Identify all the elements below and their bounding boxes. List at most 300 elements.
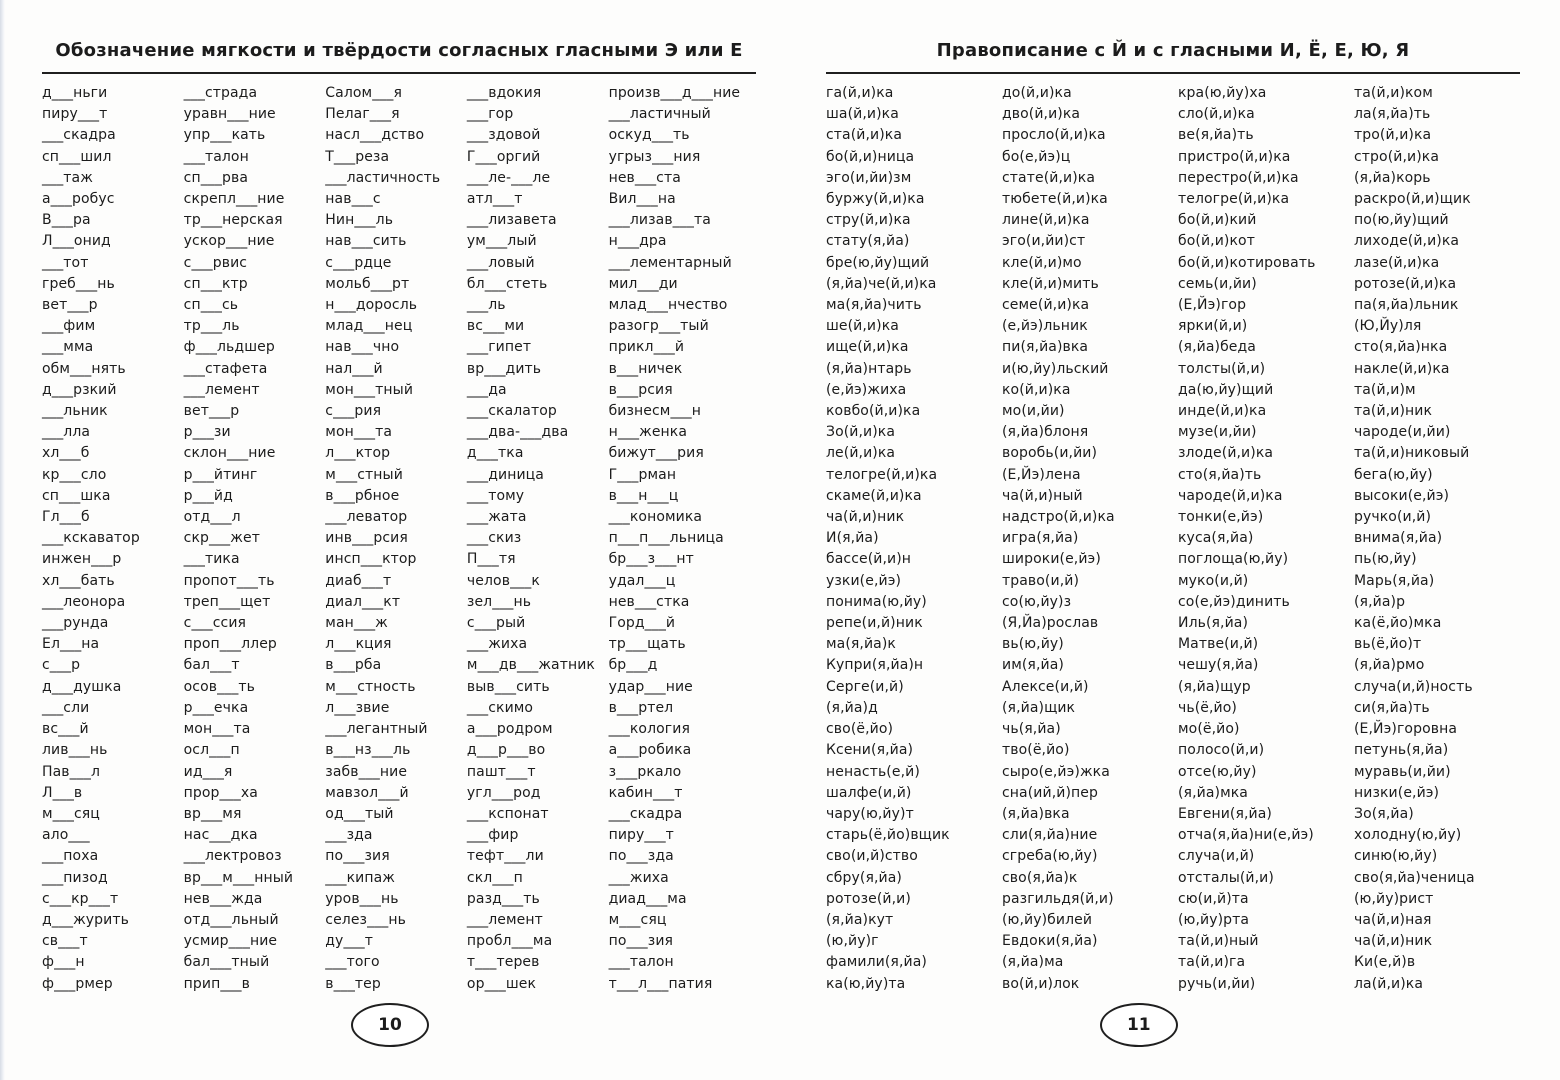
word-entry: и(ю,йу)льский [1002,360,1109,377]
word-entry: бр___з___нт [608,551,694,568]
word-entry: па(я,йа)льник [1354,297,1459,314]
word-entry: в___нз___ль [325,742,411,759]
word-entry: ало___ [42,827,90,844]
word-entry: накле(й,и)ка [1354,360,1450,377]
word-entry: со(е,йэ)динить [1178,593,1290,610]
word-entry: тр___щать [608,636,686,653]
word-entry: ___тому [466,487,525,504]
word-entry: инде(й,и)ка [1178,403,1267,420]
word-entry: ___жиха [466,636,528,653]
word-entry: вет___р [183,403,240,420]
word-entry: Салом___я [325,85,403,101]
word-entry: муравь(и,йи) [1354,763,1451,780]
word-entry: сво(я,йа)ченица [1354,869,1475,886]
word-entry: бега(ю,йу) [1354,466,1433,483]
word-entry: а___родром [466,721,553,738]
word-entry: полосо(й,и) [1178,742,1265,759]
word-entry: ___леватор [325,509,408,526]
word-entry: м___стность [325,678,416,695]
word-entry: ярки(й,и) [1178,318,1248,335]
word-entry: Серге(и,й) [826,678,904,695]
word-entry: ___рунда [42,615,109,632]
word-entry: тефт___ли [466,848,544,865]
word-entry: понима(ю,йу) [826,593,927,610]
word-entry: бал___тный [183,954,270,971]
word-columns [826,83,1520,995]
word-entry: н___дра [608,233,667,250]
word-entry: а___робус [42,191,115,208]
word-entry: просло(й,и)ка [1002,127,1106,144]
word-entry: в___рбное [325,487,400,504]
word-entry: сгреба(ю,йу) [1002,848,1098,865]
word-entry: разгильдя(й,и) [1002,890,1114,907]
word-entry: м___дв___жатник [466,657,595,674]
word-entry: ___скадра [42,127,116,144]
word-entry: ___диница [466,466,544,483]
word-entry: семе(й,и)ка [1002,297,1090,314]
word-column [184,83,316,995]
word-entry: траво(и,й) [1002,572,1080,589]
word-entry: (е,йэ)льник [1002,318,1088,335]
word-entry: (я,йа)кут [826,911,894,928]
word-entry: лине(й,и)ка [1002,212,1090,229]
word-entry: диаб___т [325,572,392,589]
word-entry: т___терев [466,954,540,971]
word-entry: ___стафета [183,360,268,377]
word-entry: ___леонора [42,593,126,610]
word-entry: бассе(й,и)н [826,551,912,568]
word-entry: (Ю,Йу)ля [1354,318,1422,335]
word-entry: диал___кт [325,593,401,610]
word-entry: ковбо(й,и)ка [826,403,921,420]
word-entry: ___того [325,954,380,971]
page-right [780,0,1560,1080]
word-entry: нав___с [325,191,381,208]
word-entry: ___кскаватор [42,530,140,547]
word-entry: в___рсия [608,381,673,398]
word-entry: атл___т [466,191,523,208]
word-entry: Ксени(я,йа) [826,742,914,759]
word-entry: удар___ние [608,678,693,695]
word-entry: д___журить [42,911,129,928]
word-entry: раскро(й,и)щик [1354,191,1471,208]
word-entry: ___лементарный [608,254,732,271]
word-entry: пи(я,йа)вка [1002,339,1089,356]
word-entry: со(ю,йу)з [1002,593,1072,610]
word-entry: вр___м___нный [183,869,294,886]
word-entry: (Е,Йэ)гор [1178,297,1247,314]
word-entry: забв___ние [325,763,408,780]
word-entry: ___гипет [466,339,532,356]
word-entry: уров___нь [325,890,399,907]
word-entry: бизнесм___н [608,403,702,420]
word-entry: вет___р [42,297,98,314]
word-entry: сли(я,йа)ние [1002,827,1098,844]
word-entry: (Е,Йэ)горовна [1354,721,1458,738]
word-entry: в___н___ц [608,487,679,504]
word-entry: га(й,и)ка [826,85,894,101]
word-entry: Горд___й [608,615,676,632]
word-entry: с___рый [466,615,526,632]
word-entry: вс___й [42,721,89,738]
word-entry: ка(ё,йо)мка [1354,615,1442,632]
word-entry: ___лемент [183,381,260,398]
word-entry: узки(е,йэ) [826,572,902,589]
word-entry: прор___ха [183,784,258,801]
word-entry: по___зия [608,933,674,950]
word-entry: (я,йа)вка [1002,805,1070,822]
word-entry: вр___дить [466,360,542,377]
word-entry: проп___ллер [183,636,277,653]
word-entry: нев___стка [608,593,690,610]
word-entry: ___скалатор [466,403,557,420]
word-entry: (я,йа)д [826,699,878,716]
word-column [42,83,174,995]
word-entry: (ю,йу)рта [1178,911,1250,928]
word-entry: чару(ю,йу)т [826,805,914,822]
word-entry: синю(ю,йу) [1354,848,1438,865]
word-entry: ___ль [466,297,506,314]
word-column [467,83,599,995]
word-entry: мон___тный [325,381,414,398]
word-entry: (ю,йу)билей [1002,911,1093,928]
word-entry: ко(й,и)ка [1002,381,1071,398]
word-entry: л___кция [325,636,392,653]
word-entry: Гл___б [42,509,90,526]
word-column [826,83,992,995]
word-entry: ___скадра [608,805,683,822]
word-entry: бо(е,йэ)ц [1002,148,1071,165]
word-entry: ___мма [42,339,94,356]
word-entry: (Е,Йэ)лена [1002,466,1081,483]
word-entry: та(й,и)ный [1178,933,1259,950]
word-entry: (я,йа)рмо [1354,657,1425,674]
word-entry: бижут___рия [608,445,704,462]
word-entry: пиру___т [42,106,108,123]
word-entry: ка(ю,йу)та [826,975,906,992]
word-entry: ручь(и,йи) [1178,975,1256,992]
word-entry: ускор___ние [183,233,275,250]
word-entry: п___п___льница [608,530,724,547]
word-entry: дво(й,и)ка [1002,106,1081,123]
word-entry: бо(й,и)кий [1178,212,1257,229]
word-entry: ___жата [466,509,527,526]
word-entry: Л___онид [42,233,111,250]
word-entry: бо(й,и)кот [1178,233,1255,250]
word-entry: ___лемент [466,911,543,928]
word-entry: поглоща(ю,йу) [1178,551,1289,568]
word-entry: стру(й,и)ка [826,212,911,229]
word-entry: отча(я,йа)ни(е,йэ) [1178,827,1314,844]
word-entry: куса(я,йа) [1178,530,1254,547]
page-number-badge [1100,1003,1178,1047]
word-entry: с___рия [325,403,382,420]
word-entry: ле(й,и)ка [826,445,896,462]
word-entry: ненасть(е,й) [826,763,920,780]
word-entry: т___л___патия [608,975,713,992]
word-entry: (я,йа)беда [1178,339,1256,356]
word-column [1002,83,1168,995]
word-entry: случа(и,й) [1178,848,1255,865]
word-entry: м___сяц [42,805,100,822]
word-entry: л___звие [325,699,390,716]
word-entry: селез___нь [325,911,407,928]
word-entry: стате(й,и)ка [1002,169,1096,186]
word-entry: тр___ль [183,318,240,335]
word-entry: нал___й [325,360,383,377]
word-entry: бо(й,и)котировать [1178,254,1316,271]
word-entry: сто(я,йа)ть [1178,466,1262,483]
word-entry: ум___лый [466,233,537,250]
word-entry: кра(ю,йу)ха [1178,85,1267,101]
word-entry: хл___б [42,445,90,462]
word-entry: ма(я,йа)чить [826,297,922,314]
word-entry: ор___шек [466,975,537,992]
word-entry: вр___мя [183,805,242,822]
word-entry: отд___л [183,509,241,526]
word-entry: ду___т [325,933,374,950]
word-entry: (ю,йу)рист [1354,890,1434,907]
word-entry: чароде(и,йи) [1354,424,1451,441]
word-entry: греб___нь [42,275,115,292]
word-entry: ___талон [608,954,674,971]
word-entry: д___р___во [466,742,546,759]
word-entry: чароде(й,и)ка [1178,487,1283,504]
word-entry: телогре(й,и)ка [826,466,938,483]
word-entry: ид___я [183,763,233,780]
word-entry: буржу(й,и)ка [826,191,925,208]
word-entry: д___ньги [42,85,108,101]
word-entry: чешу(я,йа) [1178,657,1259,674]
word-entry: пропот___ть [183,572,275,589]
word-entry: Т___реза [325,148,390,165]
word-entry: си(я,йа)ть [1354,699,1430,716]
word-entry: ___кспонат [466,805,549,822]
word-entry: ___вдокия [466,85,542,101]
word-entry: случа(и,й)ность [1354,678,1473,695]
word-entry: з___ркало [608,763,682,780]
word-entry: д___душка [42,678,122,695]
word-entry: н___доросль [325,297,418,314]
word-entry: П___тя [466,551,516,568]
word-entry: сво(ё,йо) [826,721,894,738]
word-entry: фамили(я,йа) [826,954,927,971]
word-entry: ста(й,и)ка [826,127,903,144]
word-entry: пь(ю,йу) [1354,551,1417,568]
word-entry: ве(я,йа)ть [1178,127,1254,144]
word-entry: Пелаг___я [325,106,400,123]
word-entry: широки(е,йэ) [1002,551,1101,568]
word-entry: по___зда [608,848,674,865]
word-entry: во(й,и)лок [1002,975,1080,992]
word-entry: скрепл___ние [183,191,285,208]
word-entry: ___ле-___ле [466,169,551,186]
word-entry: ротозе(й,и) [826,890,911,907]
word-entry: сп___ктр [183,275,248,292]
word-entry: тво(ё,йо) [1002,742,1070,759]
word-entry: высоки(е,йэ) [1354,487,1450,504]
word-entry: тюбете(й,и)ка [1002,191,1108,208]
word-entry: млад___нчество [608,297,728,314]
word-entry: та(й,и)ник [1354,403,1433,420]
word-entry: (я,йа)мка [1178,784,1248,801]
word-entry: (я,йа)корь [1354,169,1431,186]
word-entry: мон___та [183,721,251,738]
word-entry: внима(я,йа) [1354,530,1443,547]
word-entry: угрыз___ния [608,148,701,165]
word-entry: игра(я,йа) [1002,530,1079,547]
word-entry: Иль(я,йа) [1178,615,1249,632]
word-entry: (е,йэ)жиха [826,381,907,398]
word-entry: осов___ть [183,678,256,695]
word-entry: да(ю,йу)щий [1178,381,1274,398]
word-entry: ___лектровоз [183,848,282,865]
word-entry: Евгени(я,йа) [1178,805,1272,822]
word-entry: с___ссия [183,615,247,632]
word-entry: пристро(й,и)ка [1178,148,1291,165]
word-entry: сна(ий,й)пер [1002,784,1098,801]
word-entry: (я,йа)че(й,и)ка [826,275,937,292]
word-entry: мавзол___й [325,784,409,801]
word-entry: хл___бать [42,572,115,589]
word-entry: семь(и,йи) [1178,275,1257,292]
word-entry: та(й,и)га [1178,954,1246,971]
word-entry: та(й,и)ком [1354,85,1433,101]
word-entry: репе(и,й)ник [826,615,923,632]
word-entry: ф___н [42,954,85,971]
word-entry: р___ечка [183,699,249,716]
word-entry: ча(й,и)ник [826,509,905,526]
word-entry: челов___к [466,572,540,589]
word-entry: Зо(я,йа) [1354,805,1414,822]
word-entry: (я,йа)щур [1178,678,1251,695]
word-entry: инсп___ктор [325,551,417,568]
word-entry: сп___шка [42,487,111,504]
word-entry: упр___кать [183,127,266,144]
word-entry: вс___ми [466,318,525,335]
word-entry: И(я,йа) [826,530,879,547]
word-entry: Пав___л [42,763,101,780]
word-entry: шалфе(и,й) [826,784,912,801]
word-entry: ча(й,и)ный [1002,487,1083,504]
word-entry: ма(я,йа)к [826,636,896,653]
word-entry: Л___в [42,784,83,801]
word-entry: ___да [466,381,507,398]
word-entry: ___ластичный [608,106,711,123]
word-entry: сбру(я,йа) [826,869,902,886]
word-entry: сп___сь [183,297,239,314]
word-entry: по___зия [325,848,390,865]
word-entry: лив___нь [42,742,108,759]
page-number: 11 [1126,1015,1151,1035]
word-entry: сво(и,й)ство [826,848,918,865]
page-number: 10 [378,1015,402,1035]
word-entry: стату(я,йа) [826,233,910,250]
word-columns [42,83,756,995]
word-entry: ___здовой [466,127,541,144]
word-entry: (ю,йу)г [826,933,879,950]
word-entry: им(я,йа) [1002,657,1064,674]
word-entry: сю(и,й)та [1178,890,1249,907]
word-entry: ман___ж [325,615,388,632]
word-entry: од___тый [325,805,394,822]
word-entry: по(ю,йу)щий [1354,212,1449,229]
word-entry: выв___сить [466,678,550,695]
word-entry: кр___сло [42,466,107,483]
word-entry: угл___род [466,784,541,801]
word-entry: нас___дка [183,827,258,844]
word-entry: мо(и,йи) [1002,403,1065,420]
word-entry: нав___чно [325,339,400,356]
word-entry: старь(ё,йо)вщик [826,827,950,844]
word-entry: в___рба [325,657,382,674]
word-entry: мо(ё,йо) [1178,721,1240,738]
word-entry: ___талон [183,148,249,165]
word-entry: ___гор [466,106,514,123]
word-entry: мольб___рт [325,275,410,292]
word-entry: лазе(й,и)ка [1354,254,1440,271]
word-entry: злоде(й,и)ка [1178,445,1274,462]
word-entry: Марь(я,йа) [1354,572,1435,589]
word-entry: ___лла [42,424,91,441]
word-entry: бо(й,и)ница [826,148,915,165]
word-entry: пашт___т [466,763,536,780]
word-entry: скр___жет [183,530,260,547]
word-entry: мил___ди [608,275,678,292]
word-entry: ла(я,йа)ть [1354,106,1431,123]
word-entry: эго(и,йи)зм [826,169,912,186]
word-entry: Вил___на [608,191,676,208]
word-entry: тро(й,и)ка [1354,127,1432,144]
word-entry: ___тика [183,551,240,568]
word-entry: (я,йа)щик [1002,699,1076,716]
word-entry: ___два-___два [466,424,569,441]
word-entry: ___фим [42,318,96,335]
word-entry: ___фир [466,827,519,844]
word-entry: ище(й,и)ка [826,339,909,356]
word-entry: прип___в [183,975,250,992]
word-entry: бр___д [608,657,658,674]
word-entry: Г___рман [608,466,677,483]
word-entry: ___лизав___та [608,212,711,229]
word-entry: надстро(й,и)ка [1002,509,1115,526]
word-entry: (я,йа)р [1354,593,1406,610]
page-title: Правописание с Й и с гласными И, Ё, Е, Ю, Я [826,40,1520,74]
word-entry: сыро(е,йэ)жка [1002,763,1110,780]
word-entry: ф___льдшер [183,339,275,356]
word-entry: нев___ста [608,169,681,186]
word-entry: а___робика [608,742,692,759]
page-number-badge [351,1003,429,1047]
word-entry: уравн___ние [183,106,276,123]
word-entry: скл___п [466,869,523,886]
word-entry: тр___нерская [183,212,283,229]
word-entry: мон___та [325,424,393,441]
word-column [1354,83,1520,995]
word-entry: зел___нь [466,593,532,610]
word-entry: ___лизавета [466,212,557,229]
word-entry: ча(й,и)ник [1354,933,1433,950]
word-entry: разд___ть [466,890,540,907]
word-entry: сло(й,и)ка [1178,106,1255,123]
word-entry: насл___дство [325,127,425,144]
word-entry: телогре(й,и)ка [1178,191,1290,208]
word-entry: ча(й,и)ная [1354,911,1432,928]
word-entry: бре(ю,йу)щий [826,254,930,271]
word-entry: кле(й,и)мить [1002,275,1099,292]
word-entry: удал___ц [608,572,676,589]
word-entry: м___стный [325,466,403,483]
